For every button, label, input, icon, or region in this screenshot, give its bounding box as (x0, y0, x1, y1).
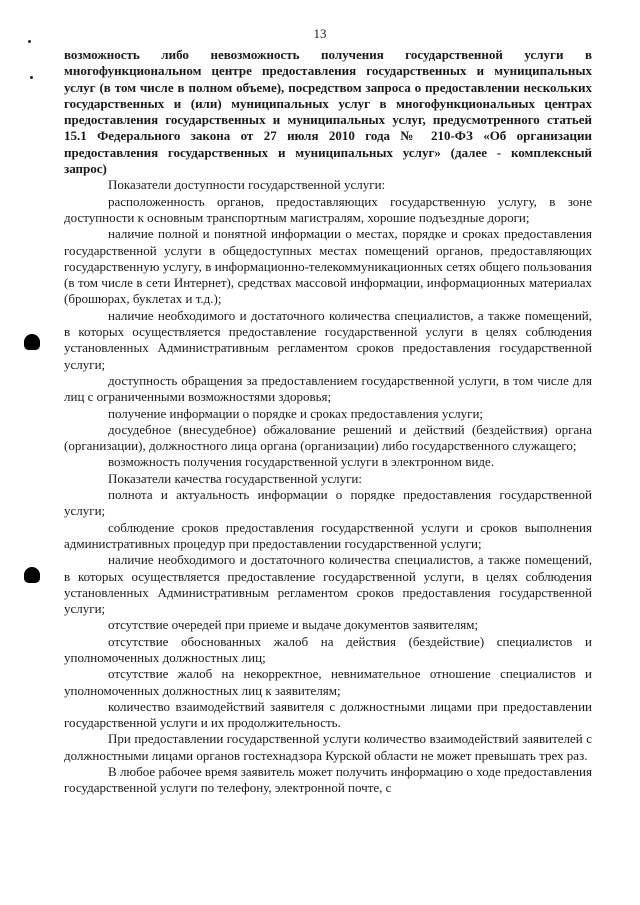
paragraph-location: расположенность органов, предоставляющих государственную услугу, в зоне доступности к основным транспортным магистралям, хорошие подъездные дороги; (64, 193, 592, 225)
paragraph-deadlines: соблюдение сроков предоставления государственной услуги и сроков выполнения административных процедур при предоставлении государственной услуги; (64, 519, 592, 551)
paragraph-electronic-service: возможность получения государственной услуги в электронном виде. (108, 454, 495, 470)
page-number: 13 (313, 26, 327, 41)
paragraph-interactions-count: количество взаимодействий заявителя с должностными лицами при предоставлении государственной услуги и их продолжительность. (64, 698, 592, 731)
paragraph-interactions-limit: При предоставлении государственной услуги количество взаимодействий заявителей с должностными лицами органов гостехнадзора Курской области не может превышать трех раз. (64, 731, 592, 763)
paragraph-accessibility-heading: Показатели доступности государственной услуги: (108, 177, 386, 193)
binder-hole-mark (24, 334, 40, 350)
paragraph-no-incorrect-attitude: отсутствие жалоб на некорректное, невнимательное отношение специалистов и уполномоченных должностных лиц к заявителям; (64, 666, 592, 698)
scan-artifact-dot (30, 76, 33, 79)
paragraph-specialists-premises: наличие необходимого и достаточного количества специалистов, а также помещений, в которых осуществляется предоставление государственной услуги в целях соблюдения установленных Административным регламентом сроков предоставления государственной услуги; (64, 307, 592, 372)
paragraph-status-info: В любое рабочее время заявитель может получить информацию о ходе предоставления государственной услуги по телефону, электронной почте, с (64, 764, 592, 796)
paragraph-specialists-quality: наличие необходимого и достаточного количества специалистов, а также помещений, в которых осуществляется предоставление государственной услуги, в целях соблюдения установленных Административным регламентом сроков предоставления государственной услуги; (64, 552, 592, 617)
paragraph-accessibility-disabled: доступность обращения за предоставлением государственной услуги, в том числе для лиц с ограниченными возможностями здоровья; (64, 372, 592, 405)
paragraph-appeal: досудебное (внесудебное) обжалование решений и действий (бездействия) органа (организации), должностного лица органа (организации) либо государственного служащего; (64, 421, 592, 454)
paragraph-no-queues: отсутствие очередей при приеме и выдаче документов заявителям; (108, 617, 479, 633)
intro-bold-paragraph: возможность либо невозможность получения государственной услуги в многофункциональном центре предоставления государственных и муниципальных услуг (в том числе в полном объеме), посредством запроса о предоставлении нескольких государственных и (или) муниципальных услуг в многофункциональных центрах предоставления государственных и муниципальных услуг, предусмотренного статьей 15.1 Федерального закона от 27 июля 2010 года № 210-ФЗ «Об организации предоставления государственных и муниципальных услуг» (далее - комплексный запрос) (64, 47, 592, 177)
document-body (64, 47, 592, 797)
paragraph-completeness: полнота и актуальность информации о порядке предоставления государственной услуги; (64, 487, 592, 519)
paragraph-information-order: получение информации о порядке и сроках предоставления услуги; (108, 405, 484, 421)
paragraph-information-availability: наличие полной и понятной информации о местах, порядке и сроках предоставления государственной услуги в общедоступных местах помещений органов, предоставляющих государственную услугу, в информационно-телекоммуникационных сетях общего пользования (в том числе в сети Интернет), средствах массовой информации, информационных материалах (брошюрах, буклетах и т.д.); (64, 226, 592, 307)
paragraph-no-complaints: отсутствие обоснованных жалоб на действия (бездействие) специалистов и уполномоченных должностных лиц; (64, 633, 592, 665)
paragraph-quality-heading: Показатели качества государственной услуги: (108, 470, 362, 486)
binder-hole-mark (24, 567, 40, 583)
